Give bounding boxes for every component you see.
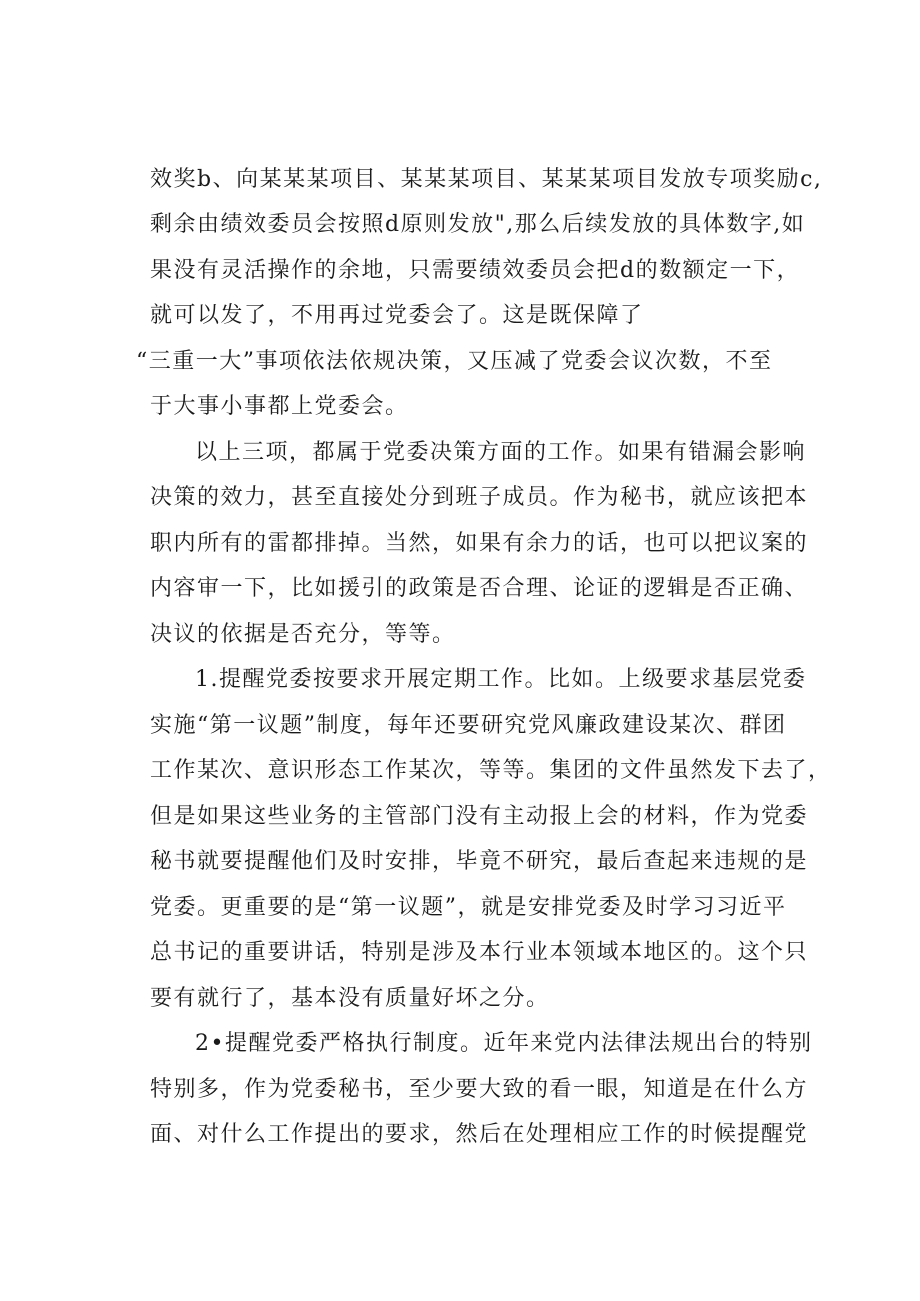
text-line: 剩余由绩效委员会按照d原则发放",那么后续发放的具体数字,如 [150, 212, 806, 237]
text-line: 总书记的重要讲话，特别是涉及本行业本领域本地区的。这个只 [150, 940, 809, 965]
text-line: 特别多，作为党委秘书，至少要大致的看一眼，知道是在什么方 [150, 1077, 809, 1102]
text-line: 实施“第一议题”制度，每年还要研究党风廉政建设某次、群团 [150, 713, 787, 738]
paragraph-start-line: 2•提醒党委严格执行制度。近年来党内法律法规出台的特别 [195, 1031, 813, 1056]
text-line: “三重一大”事项依法依规决策，又压减了党委会议次数，不至 [136, 349, 773, 374]
text-line: 效奖b、向某某某项目、某某某项目、某某某项目发放专项奖励c, [150, 167, 823, 192]
text-line: 内容审一下，比如援引的政策是否合理、论证的逻辑是否正确、 [150, 576, 809, 601]
text-line: 职内所有的雷都排掉。当然，如果有余力的话，也可以把议案的 [150, 531, 809, 556]
text-line: 但是如果这些业务的主管部门没有主动报上会的材料，作为党委 [150, 804, 809, 829]
text-line: 面、对什么工作提出的要求，然后在处理相应工作的时候提醒党 [150, 1122, 809, 1147]
text-line: 于大事小事都上党委会。 [150, 394, 409, 419]
text-line: 果没有灵活操作的余地，只需要绩效委员会把d的数额定一下， [150, 258, 801, 283]
paragraph-start-line: 1.提醒党委按要求开展定期工作。比如。上级要求基层党委 [195, 667, 807, 692]
text-line: 要有就行了，基本没有质量好坏之分。 [150, 986, 550, 1011]
text-line: 就可以发了，不用再过党委会了。这是既保障了 [150, 303, 644, 328]
text-line: 秘书就要提醒他们及时安排，毕竟不研究，最后查起来违规的是 [150, 849, 809, 874]
paragraph-start-line: 以上三项，都属于党委决策方面的工作。如果有错漏会影响 [195, 440, 807, 465]
text-line: 决策的效力，甚至直接处分到班子成员。作为秘书，就应该把本 [150, 485, 809, 510]
text-line: 工作某次、意识形态工作某次，等等。集团的文件虽然发下去了， [150, 758, 832, 783]
text-line: 决议的依据是否充分，等等。 [150, 622, 456, 647]
text-line: 党委。更重要的是“第一议题”，就是安排党委及时学习习近平 [150, 895, 787, 920]
